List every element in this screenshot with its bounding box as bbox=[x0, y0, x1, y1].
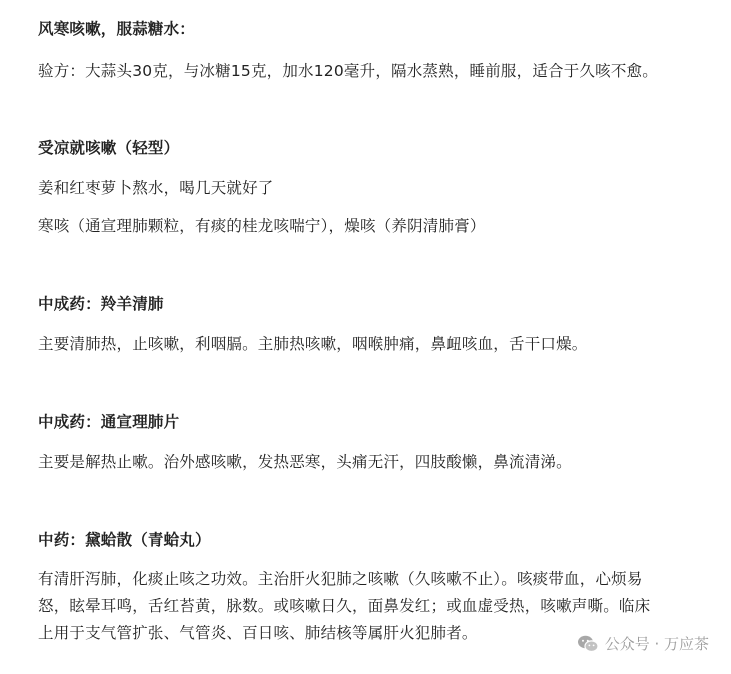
section-heading-tongxuan-lifei: 中成药：通宣理肺片 bbox=[38, 413, 180, 431]
section-heading-garlic-sugar-water: 风寒咳嗽，服蒜糖水： bbox=[38, 20, 196, 38]
section-heading-cold-cough: 受凉就咳嗽（轻型） bbox=[38, 139, 180, 157]
paragraph-daige-san-line-3: 上用于支气管扩张、气管炎、百日咳、肺结核等属肝火犯肺者。 bbox=[38, 624, 478, 642]
paragraph-cold-dry-cough: 寒咳（通宣理肺颗粒，有痰的桂龙咳喘宁），燥咳（养阴清肺膏） bbox=[38, 217, 486, 235]
paragraph-daige-san-line-1: 有清肝泻肺，化痰止咳之功效。主治肝火犯肺之咳嗽（久咳嗽不止）。咳痰带血，心烦易 bbox=[38, 570, 643, 588]
paragraph-lingyang-qingfei: 主要清肺热，止咳嗽，利咽膈。主肺热咳嗽，咽喉肿痛，鼻衄咳血，舌干口燥。 bbox=[38, 335, 588, 353]
section-heading-daige-san: 中药：黛蛤散（青蛤丸） bbox=[38, 531, 211, 549]
watermark-text: 公众号 · 万应茶 bbox=[604, 635, 709, 653]
wechat-icon bbox=[577, 634, 599, 654]
paragraph-garlic-recipe: 验方：大蒜头30克，与冰糖15克，加水120毫升，隔水蒸熟，睡前服，适合于久咳不愈。 bbox=[38, 62, 658, 80]
paragraph-daige-san-line-2: 怒，眩晕耳鸣，舌红苔黄，脉数。或咳嗽日久，面鼻发红；或血虚受热，咳嗽声嘶。临床 bbox=[38, 597, 651, 615]
paragraph-tongxuan-lifei: 主要是解热止嗽。治外感咳嗽，发热恶寒，头痛无汗，四肢酸懒，鼻流清涕。 bbox=[38, 453, 572, 471]
section-heading-lingyang-qingfei: 中成药：羚羊清肺 bbox=[38, 295, 164, 313]
paragraph-ginger-jujube: 姜和红枣萝卜熬水，喝几天就好了 bbox=[38, 179, 274, 197]
wechat-watermark bbox=[577, 633, 709, 655]
